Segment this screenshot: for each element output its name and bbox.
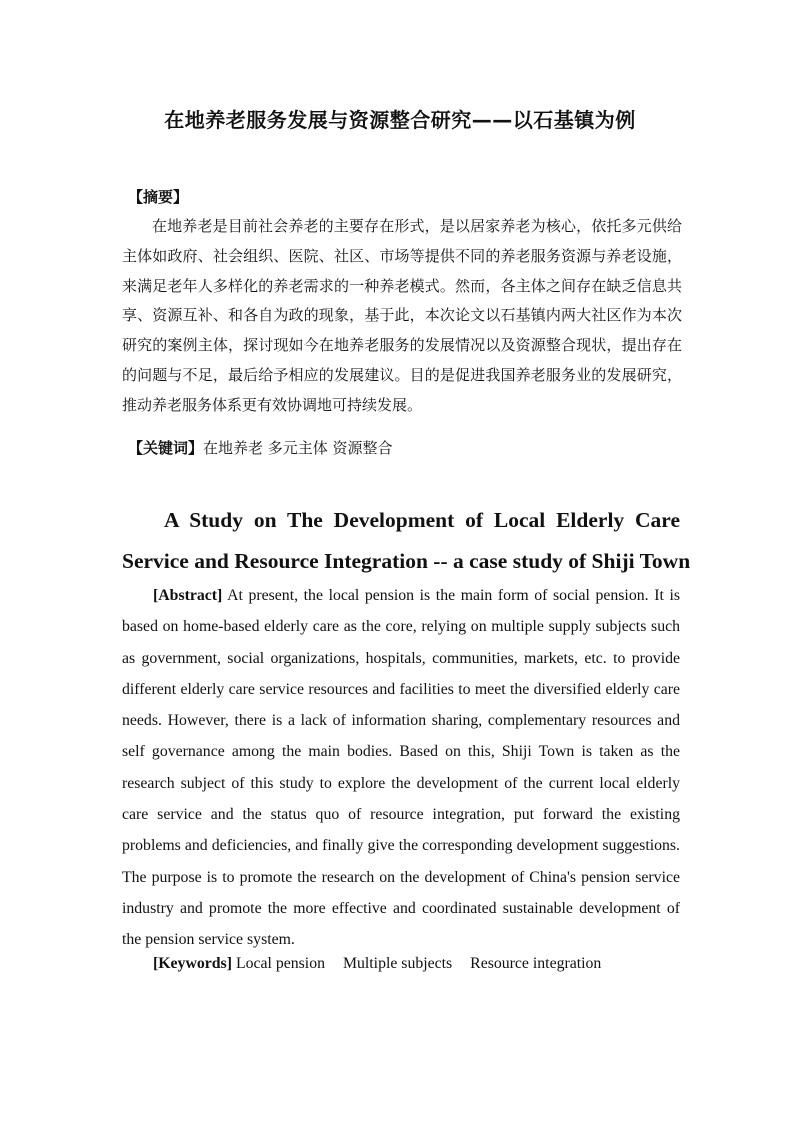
- english-title: [122, 500, 691, 582]
- chinese-keywords-text: 在地养老 多元主体 资源整合: [203, 439, 393, 457]
- english-keyword-3: Resource integration: [470, 955, 602, 972]
- chinese-keywords-label: 【关键词】: [128, 439, 204, 457]
- english-keyword-2: Multiple subjects: [342, 955, 453, 972]
- english-abstract-body: At present, the local pension is the main form of social pension. It is based on home-based elderly care as the core, relying on multiple supply subjects such as government, social organizations, hospitals, communities, markets, etc. to provide different elderly care service resources and facilities to meet the diversified elderly care needs. However, there is a lack of information sharing, complementary resources and self governance among the main bodies. Based on this, Shiji Town is taken as the research subject of this study to explore the development of the current local elderly care service and the status quo of resource integration, put forward the existing problems and deficiencies, and finally give the corresponding development suggestions. The purpose is to promote the research on the development of China's pension service industry and promote the more effective and coordinated sustainable development of the pension service system.: [122, 587, 680, 949]
- english-abstract-label: [Abstract]: [153, 587, 223, 604]
- english-keywords-label: [Keywords]: [153, 955, 232, 972]
- chinese-title: 在地养老服务发展与资源整合研究——以石基镇为例: [164, 108, 636, 132]
- english-title-line-2: Service and Resource Integration -- a case study of Shiji Town: [122, 549, 691, 573]
- english-abstract: [122, 580, 680, 956]
- english-keywords: [153, 955, 601, 973]
- chinese-keywords: [128, 437, 393, 458]
- chinese-abstract-body: 在地养老是目前社会养老的主要存在形式，是以居家养老为核心，依托多元供给主体如政府、社会组织、医院、社区、市场等提供不同的养老服务资源与养老设施，来满足老年人多样化的养老需求的一种养老模式。然而，各主体之间存在缺乏信息共享、资源互补、和各自为政的现象，基于此，本次论文以石基镇内两大社区作为本次研究的案例主体，探讨现如今在地养老服务的发展情况以及资源整合现状，提出存在的问题与不足，最后给予相应的发展建议。目的是促进我国养老服务业的发展研究，推动养老服务体系更有效协调地可持续发展。: [122, 217, 682, 414]
- english-keyword-1: Local pension: [235, 955, 325, 972]
- chinese-abstract-label: 【摘要】: [128, 188, 189, 206]
- english-title-line-1: A Study on The Development of Local Elderly Care: [164, 508, 680, 532]
